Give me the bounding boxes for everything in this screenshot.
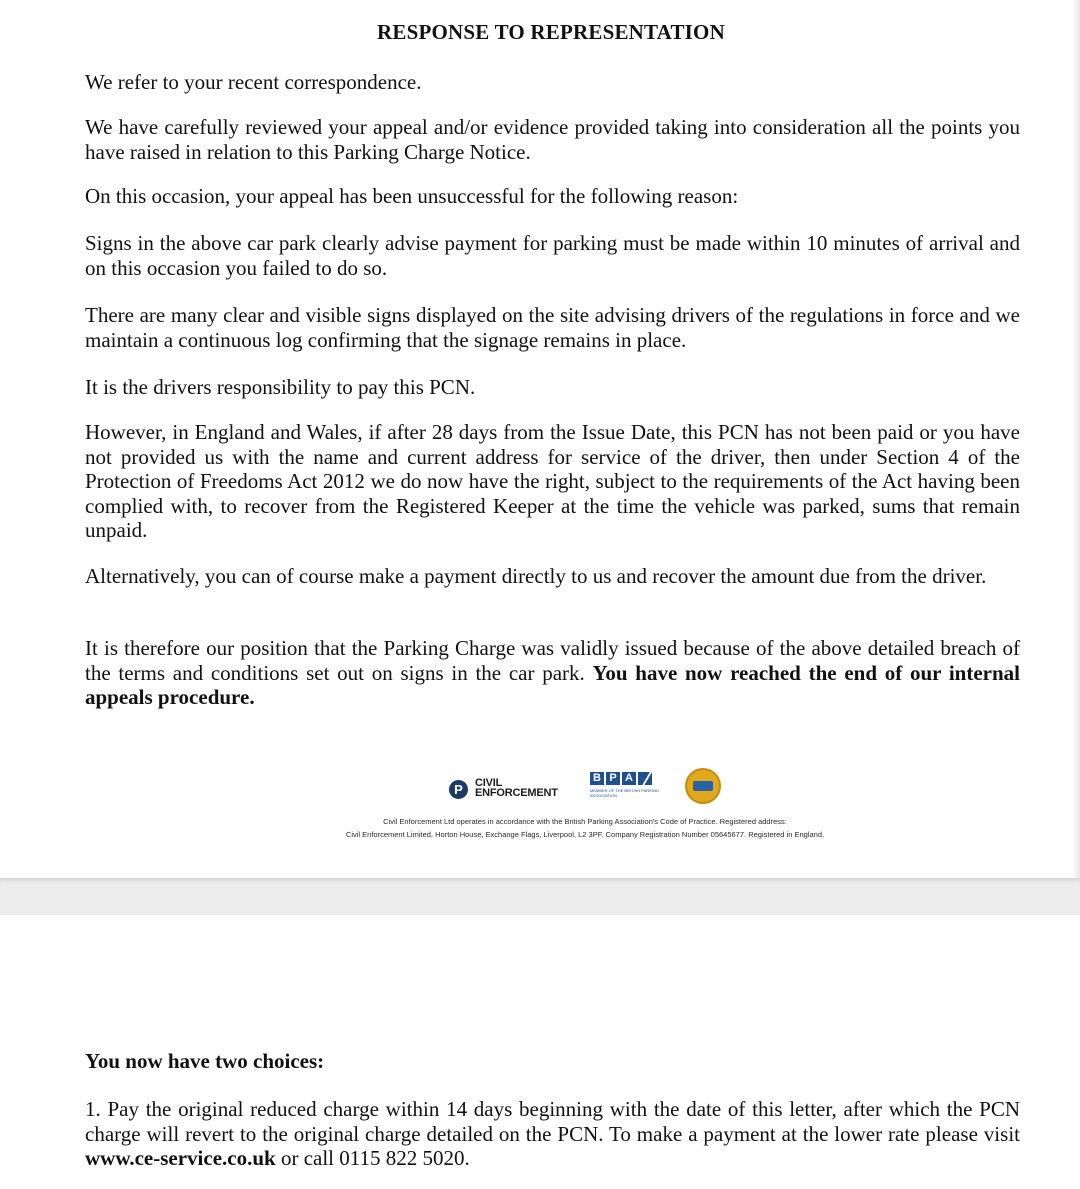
civil-enforcement-wordmark bbox=[475, 778, 558, 798]
letter-page-2 bbox=[0, 915, 1080, 1189]
bpa-letter-b: B bbox=[590, 772, 604, 785]
page-separator bbox=[0, 878, 1080, 916]
paragraph-signs: There are many clear and visible signs displayed on the site advising drivers of the regulations in force and we maintain a continuous log confirming that the signage remains in place. bbox=[85, 303, 1020, 352]
letter-heading: RESPONSE TO REPRESENTATION bbox=[377, 20, 725, 44]
paragraph-reviewed: We have carefully reviewed your appeal and/or evidence provided taking into consideration all the points you have raised in relation to this Parking Charge Notice. bbox=[85, 115, 1020, 164]
bpa-letter-p: P bbox=[606, 772, 620, 785]
footer-line-2: Civil Enforcement Limited, Horton House, Exchange Flags, Liverpool, L2 3PF. Company Registration Number 05645677. Registered in England. bbox=[345, 830, 825, 839]
page-edge bbox=[1072, 0, 1080, 878]
paragraph-england-wales: However, in England and Wales, if after 28 days from the Issue Date, this PCN has not been paid or you have not provided us with the name and current address for service of the driver, then under Section 4 of the Protection of Freedoms Act 2012 we do now have the right, subject to the requirements of the Act having been complied with, to recover from the Registered Keeper at the time the vehicle was parked, sums that remain unpaid. bbox=[85, 420, 1020, 542]
paragraph-unsuccessful: On this occasion, your appeal has been unsuccessful for the following reason: bbox=[85, 184, 739, 208]
paragraph-responsibility: It is the drivers responsibility to pay this PCN. bbox=[85, 375, 476, 399]
position-text: It is therefore our position that the Parking Charge was validly issued because of the above detailed breach of the terms and conditions set out on signs in the car park. bbox=[85, 636, 1020, 685]
wordmark-line2: ENFORCEMENT bbox=[475, 787, 558, 799]
footer-line-1: Civil Enforcement Ltd operates in accordance with the British Parking Association's Code of Practice. Registered address: bbox=[383, 817, 787, 826]
parking-p-icon: P bbox=[449, 780, 468, 799]
choice-1-text: 1. Pay the original reduced charge within 14 days beginning with the date of this letter, after which the PCN charge will revert to the original charge detailed on the PCN. To make a payment at the lower rate please visit bbox=[85, 1097, 1020, 1146]
wordmark-line1: CIVIL bbox=[475, 777, 503, 789]
logo-row bbox=[0, 768, 1080, 808]
bpa-logo bbox=[590, 772, 662, 804]
paragraph-position bbox=[85, 636, 1020, 710]
civil-enforcement-logo bbox=[449, 776, 564, 802]
paragraph-refer: We refer to your recent correspondence. bbox=[85, 70, 422, 94]
bpa-tagline: MEMBER OF THE BRITISH PARKING ASSOCIATION bbox=[590, 788, 659, 798]
choices-heading: You now have two choices: bbox=[85, 1049, 325, 1073]
approved-operator-seal-icon bbox=[685, 768, 721, 804]
bpa-letter-a: A bbox=[622, 772, 636, 785]
payment-website-link[interactable]: www.ce-service.co.uk bbox=[85, 1146, 276, 1170]
paragraph-alternatively: Alternatively, you can of course make a payment directly to us and recover the amount due from the driver. bbox=[85, 564, 987, 588]
end-of-procedure-text: You have now reached the end of our internal appeals procedure. bbox=[85, 660, 1020, 709]
choice-1-phone-text: or call 0115 822 5020. bbox=[275, 1146, 470, 1170]
bpa-stripe-icon bbox=[638, 772, 652, 785]
paragraph-reason: Signs in the above car park clearly advise payment for parking must be made within 10 minutes of arrival and on this occasion you failed to do so. bbox=[85, 231, 1020, 280]
choice-1-paragraph bbox=[85, 1097, 1020, 1171]
